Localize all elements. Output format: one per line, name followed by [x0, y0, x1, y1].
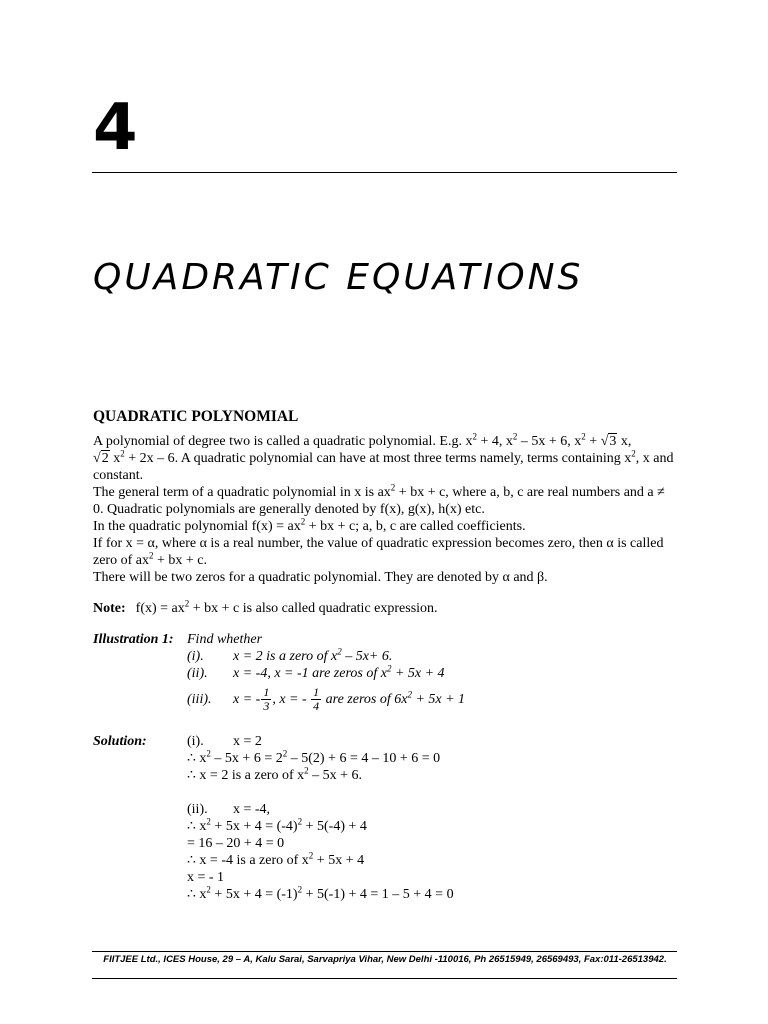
solution-line: (i). x = 2	[187, 734, 262, 749]
illustration-item-i: (i). x = 2 is a zero of $x^2 - 5x+ 6$.	[187, 646, 393, 664]
chapter-title: QUADRATIC EQUATIONS	[93, 257, 584, 299]
footer-divider-bottom	[92, 978, 677, 979]
chapter-number: 4	[93, 91, 138, 165]
intro-paragraphs	[93, 433, 677, 586]
illustration-body	[187, 631, 465, 715]
solution	[93, 733, 677, 903]
sqrt-3: √3	[600, 434, 617, 449]
note: Note: $f(x) = ax^2$ + bx + c is also called quadratic expression.	[93, 598, 438, 616]
fraction-one-third: $\frac{1}{3}$	[263, 685, 270, 714]
page-content	[93, 408, 677, 903]
note-label: Note:	[93, 601, 126, 616]
footer-address: FIITJEE Ltd., ICES House, 29 – A, Kalu Sarai, Sarvapriya Vihar, New Delhi -110016, Ph 26515949, 26569493, Fax:011-26513942.	[103, 954, 667, 965]
solution-line: = 16 – 20 + 4 = 0	[187, 836, 285, 851]
intro-paragraph-2: The general term of a quadratic polynomial in x is $ax^2$ + bx + c, where a, b, c are real numbers and a ≠ 0. Quadratic polynomials are generally denoted by f(x), g(x), h(x) etc.	[93, 482, 665, 517]
sqrt-2: √2	[93, 451, 109, 466]
section-heading: QUADRATIC POLYNOMIAL	[93, 408, 299, 425]
solution-line: ∴ $x^2 + 5x + 4 = (-4)^2 + 5(-4) + 4$	[187, 816, 367, 834]
illustration-item-ii: (ii). x = -4, x = -1 are zeros of $x^2 + 5x + 4$	[187, 663, 445, 681]
solution-line: ∴ x = -4 is a zero of $x^2 + 5x + 4$	[187, 850, 365, 868]
solution-label: Solution:	[93, 734, 147, 749]
header-divider	[92, 172, 677, 173]
solution-line: (ii). x = -4,	[187, 802, 271, 817]
intro-paragraph-1: A polynomial of degree two is called a quadratic polynomial. E.g. $x^2 + 4$, $x^2 - 5x + 6$, $x^2 + √3$ x, √2 $x^2 + 2x - 6$. A quadratic polynomial can have at most three terms namely, terms containing $x^2$, x and constant.	[93, 431, 674, 483]
illustration-prompt: Find whether	[187, 632, 263, 647]
illustration-label: Illustration 1:	[93, 632, 174, 647]
intro-paragraph-4: If for x = α, where α is a real number, the value of quadratic expression becomes zero, then α is called zero of $ax^2$ + bx + c.	[93, 536, 664, 568]
solution-line: x = - 1	[187, 870, 225, 885]
illustration	[93, 631, 677, 715]
solution-line: ∴ $x^2 + 5x + 4 = (-1)^2 + 5(-1) + 4 = 1 - 5 + 4 = 0$	[187, 884, 454, 902]
solution-line: ∴ $x^2 - 5x + 6 = 2^2 - 5(2) + 6 = 4 - 10 + 6 = 0$	[187, 748, 441, 766]
fraction-one-fourth: $\frac{1}{4}$	[313, 685, 320, 714]
footer-divider-top	[92, 951, 677, 952]
intro-paragraph-3: In the quadratic polynomial $f(x) = ax^2$ + bx + c; a, b, c are called coefficients.	[93, 516, 526, 534]
intro-paragraph-5: There will be two zeros for a quadratic polynomial. They are denoted by α and β.	[93, 570, 548, 585]
solution-line: ∴ x = 2 is a zero of $x^2 - 5x + 6$.	[187, 765, 363, 783]
solution-body	[187, 733, 454, 903]
illustration-item-iii: (iii). x = - $\frac{1}{3}$ , x = - $\frac{1}{4}$ are zeros of $6x^2 + 5x + 1$	[187, 685, 466, 714]
